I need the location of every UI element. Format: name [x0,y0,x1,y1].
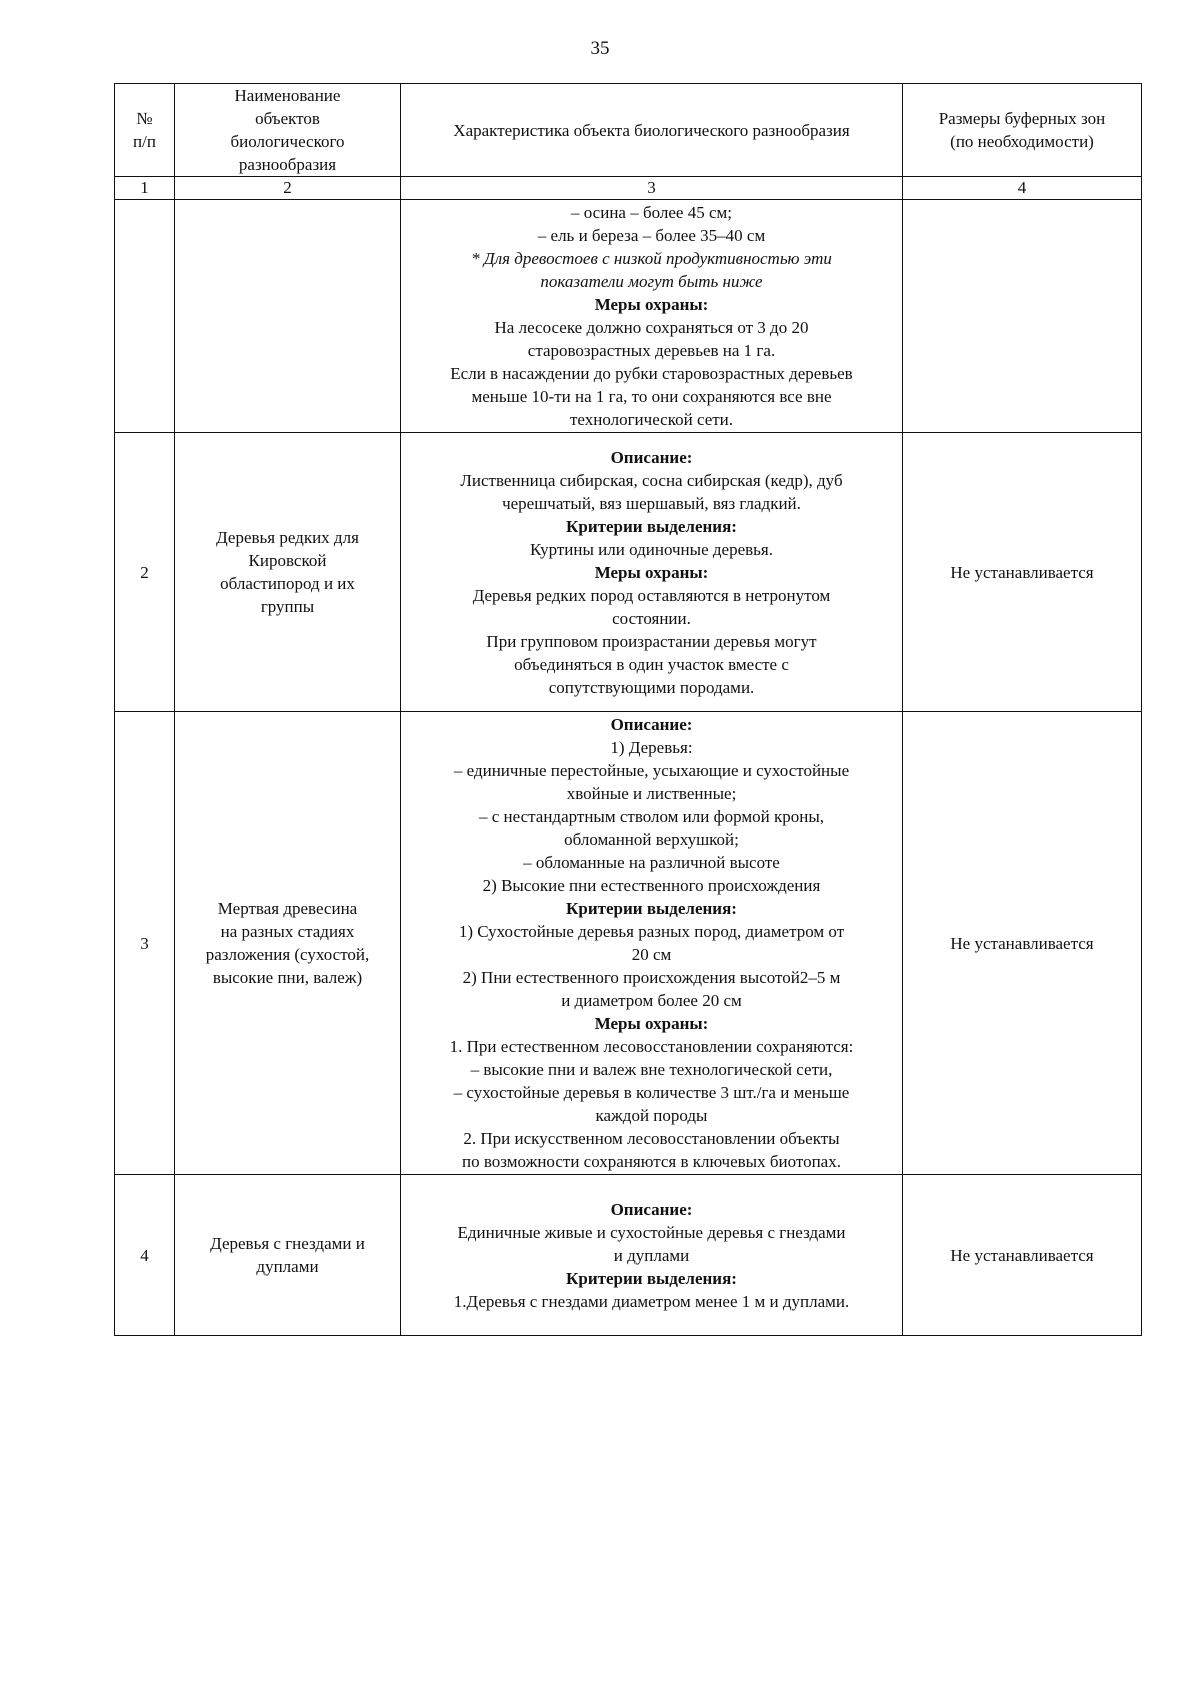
footnote-line: показатели могут быть ниже [540,272,763,291]
row-number: 2 [115,433,175,712]
characteristic-line: сопутствующими породами. [548,677,755,697]
characteristic-line: 1. При естественном лесовосстановлении сохраняются: [449,1037,854,1056]
header-line: разнообразия [238,155,337,174]
table-header-row [115,84,1142,177]
characteristic-line: каждой породы [595,1106,708,1125]
header-line: (по необходимости) [950,132,1094,151]
characteristic-line: хвойные и лиственные; [566,784,737,803]
characteristic-line: технологической сети. [569,410,734,429]
characteristic-line: – сухостойные деревья в количестве 3 шт./га и меньше [453,1083,850,1102]
characteristic-line: 1) Сухостойные деревья разных пород, диаметром от [458,922,845,941]
characteristic-line: Если в насаждении до рубки старовозрастных деревьев [450,364,853,383]
row-number: 4 [115,1175,175,1336]
header-buffer-zone [903,84,1142,177]
characteristic-cell [401,712,903,1175]
characteristic-line: обломанной верхушкой; [564,830,739,849]
table-row [115,200,1142,433]
characteristic-cell [401,1175,903,1336]
object-name-cell [175,433,401,712]
characteristic-line: 1.Деревья с гнездами диаметром менее 1 м и дуплами. [453,1291,850,1311]
characteristic-cell [401,200,903,433]
buffer-zone-cell: Не устанавливается [903,433,1142,712]
table-row [115,1175,1142,1336]
section-heading: Критерии выделения: [566,516,737,536]
column-number: 3 [401,177,903,200]
object-name-line: разложения (сухостой, [205,945,370,964]
characteristic-line: и дуплами [613,1245,690,1265]
column-number: 1 [115,177,175,200]
characteristic-line: Лиственница сибирская, сосна сибирская (кедр), дуб [460,470,843,490]
header-line: биологического [230,132,345,151]
characteristic-line: – высокие пни и валеж вне технологической сети, [470,1060,833,1079]
characteristic-line: 1) Деревья: [610,738,693,757]
object-name-cell [175,712,401,1175]
characteristic-line: и диаметром более 20 см [561,991,742,1010]
characteristic-line: черешчатый, вяз шершавый, вяз гладкий. [502,493,801,513]
characteristic-line: Единичные живые и сухостойные деревья с гнездами [457,1222,846,1242]
column-number-row [115,177,1142,200]
section-heading: Описание: [610,715,693,734]
object-name-cell [175,1175,401,1336]
object-name-line: областипород и их [220,574,355,593]
section-heading: Меры охраны: [594,295,709,314]
characteristic-line: – с нестандартным стволом или формой кроны, [478,807,824,826]
table-row [115,712,1142,1175]
row-number [115,200,175,433]
section-heading: Критерии выделения: [566,899,737,918]
characteristic-line: по возможности сохраняются в ключевых биотопах. [462,1152,841,1171]
characteristic-line: – ель и береза – более 35–40 см [537,226,766,245]
row-number: 3 [115,712,175,1175]
object-name-line: группы [260,597,315,616]
object-name-line: дуплами [256,1257,319,1276]
buffer-zone-cell [903,200,1142,433]
characteristic-line: Деревья редких пород оставляются в нетронутом [472,585,831,605]
characteristic-line: 2) Высокие пни естественного происхождения [482,876,821,895]
header-line: Наименование [234,86,341,105]
header-line: № [136,109,153,128]
header-number [115,84,175,177]
section-heading: Описание: [610,1199,693,1219]
characteristic-line: На лесосеке должно сохраняться от 3 до 20 [494,318,809,337]
characteristic-line: – осина – более 45 см; [571,203,732,222]
page-number: 35 [590,38,610,59]
buffer-zone-cell: Не устанавливается [903,1175,1142,1336]
header-characteristic [401,84,903,177]
characteristic-line: Куртины или одиночные деревья. [530,539,773,559]
section-heading: Описание: [610,447,693,467]
object-name-line: Деревья редких для [216,528,359,547]
object-name-line: высокие пни, валеж) [212,968,363,987]
object-name-line: Мертвая древесина [217,899,358,918]
characteristic-line: меньше 10-ти на 1 га, то они сохраняются все вне [471,387,832,406]
characteristic-line: – единичные перестойные, усыхающие и сухостойные [453,761,850,780]
characteristic-cell [401,433,903,712]
column-number: 4 [903,177,1142,200]
characteristic-line: объединяться в один участок вместе с [514,654,789,674]
footnote-line: * Для древостоев с низкой продуктивностью эти [471,249,832,268]
object-name-cell [175,200,401,433]
characteristic-line: 2. При искусственном лесовосстановлении объекты [463,1129,840,1148]
object-name-line: Деревья с гнездами и [210,1234,365,1253]
section-heading: Критерии выделения: [566,1268,737,1288]
header-object-name [175,84,401,177]
object-name-line: Кировской [248,551,327,570]
table-row [115,433,1142,712]
biodiversity-table [114,83,1142,1336]
buffer-zone-cell: Не устанавливается [903,712,1142,1175]
section-heading: Меры охраны: [594,562,709,582]
characteristic-line: старовозрастных деревьев на 1 га. [527,341,776,360]
section-heading: Меры охраны: [594,1014,709,1033]
characteristic-line: 20 см [631,945,672,964]
characteristic-line: состоянии. [612,608,691,628]
characteristic-line: При групповом произрастании деревья могут [486,631,817,651]
header-line: п/п [133,132,156,151]
header-line: объектов [255,109,320,128]
characteristic-line: 2) Пни естественного происхождения высотой2–5 м [462,968,841,987]
object-name-line: на разных стадиях [220,922,355,941]
header-line: Характеристика объекта биологического разнообразия [453,120,850,140]
header-line: Размеры буферных зон [938,109,1106,128]
column-number: 2 [175,177,401,200]
characteristic-line: – обломанные на различной высоте [523,853,780,872]
